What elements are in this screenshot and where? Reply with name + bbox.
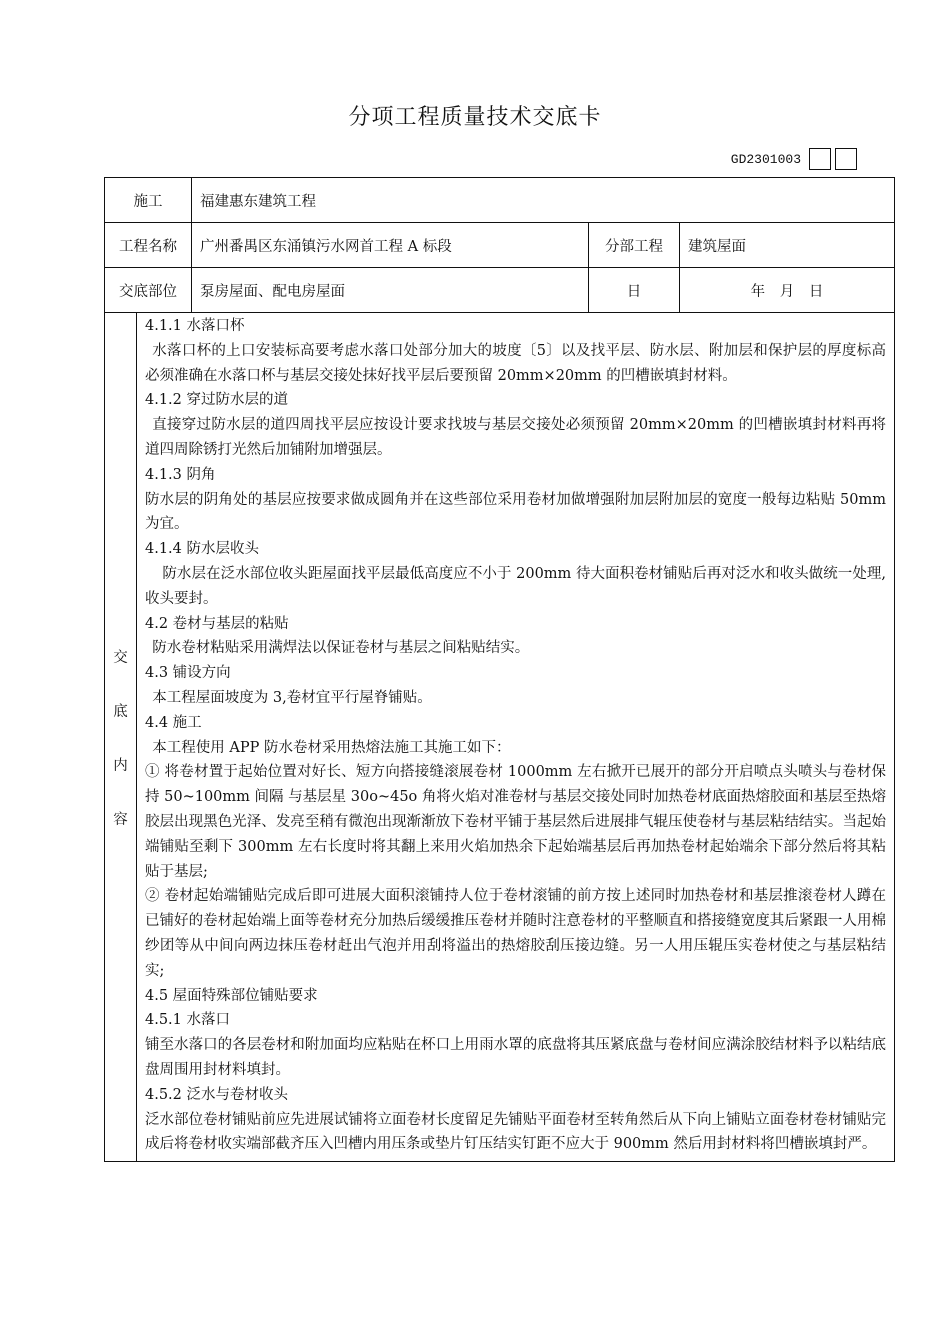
paragraph: ② 卷材起始端铺贴完成后即可进展大面积滚铺持人位于卷材滚铺的前方按上述同时加热卷材和基层推滚卷材人蹲在已铺好的卷材起始端上面等卷材充分加热后缓缓推压卷材并随时注意卷材的平整顺直和搭接缝宽度其后紧跟一人用棉纱团等从中间向两边抹压卷材赶出气泡并用刮将溢出的热熔胶刮压接边缝。另一人用压辊压实卷材使之与基层粘结实; — [145, 888, 887, 979]
section-heading: 4.1.4 防水层收头 — [145, 541, 260, 558]
paragraph: 泛水部位卷材铺贴前应先进展试铺将立面卷材长度留足先铺贴平面卷材至转角然后从下向上铺贴立面卷材卷材铺贴完成后将卷材收实端部截齐压入凹槽内用压条或垫片钉压结实钉距不应大于 900mm 然后用封材料将凹槽嵌填封严。 — [145, 1111, 887, 1153]
section-heading: 4.1.1 水落口杯 — [145, 318, 245, 334]
location-row — [105, 268, 895, 313]
section-heading: 4.4 施工 — [145, 714, 202, 731]
section-heading: 4.5 屋面特殊部位铺贴要求 — [145, 987, 318, 1004]
disclosure-content-label — [105, 313, 137, 1162]
paragraph: 防水层在泛水部位收头距屋面找平层最低高度应不小于 200mm 待大面积卷材铺贴后再对泛水和收头做统一处理,收头要封。 — [145, 565, 887, 607]
side-label-char: 交 — [113, 649, 128, 666]
location-value: 泵房屋面、配电房屋面 — [192, 268, 589, 313]
section-heading: 4.5.2 泛水与卷材收头 — [145, 1086, 289, 1103]
construction-label: 施工 — [105, 178, 192, 223]
paragraph: 水落口杯的上口安装标高要考虑水落口处部分加大的坡度〔5〕以及找平层、防水层、附加层和保护层的厚度标高必须准确在水落口杯与基层交接处抹好找平层后要预留 20mm×20mm 的凹槽嵌填封材料。 — [145, 342, 887, 384]
code-checkbox-1 — [809, 148, 831, 170]
paragraph: ① 将卷材置于起始位置对好长、短方向搭接缝滚展卷材 1000mm 左右掀开已展开的部分开启喷点头喷头与卷材保持 50~100mm 间隔 与基层星 30o~45o 角将火焰对准卷材与基层交接处同时加热卷材底面热熔胶面和基层至热熔胶层出现黑色光泽、发亮至稍有微泡出现渐渐放下卷材平铺于基层然后进展排气辊压使卷材与基层粘结结实。当起始端铺贴至剩下 300mm 左右长度时将其翻上来用火焰加热余下起始端基层后再加热卷材起始端余下部分然后将其粘贴于基层; — [145, 764, 887, 880]
side-label-char: 容 — [113, 811, 128, 828]
date-value: 年 月 日 — [680, 268, 895, 313]
content-row — [105, 313, 895, 1162]
project-row — [105, 223, 895, 268]
project-label: 工程名称 — [105, 223, 192, 268]
sub-project-value: 建筑屋面 — [680, 223, 895, 268]
paragraph: 本工程屋面坡度为 3,卷材宜平行屋脊铺贴。 — [152, 689, 432, 706]
location-label: 交底部位 — [105, 268, 192, 313]
paragraph: 防水层的阴角处的基层应按要求做成圆角并在这些部位采用卷材加做增强附加层附加层的宽度一般每边粘贴 50mm 为宜。 — [145, 491, 887, 533]
construction-row — [105, 178, 895, 223]
project-value: 广州番禺区东涌镇污水网首工程 A 标段 — [192, 223, 589, 268]
paragraph: 本工程使用 APP 防水卷材采用热熔法施工其施工如下： — [152, 739, 511, 756]
date-label: 日 — [589, 268, 680, 313]
paragraph: 防水卷材粘贴采用满焊法以保证卷材与基层之间粘贴结实。 — [152, 640, 530, 657]
disclosure-content — [137, 313, 895, 1162]
section-heading: 4.1.2 穿过防水层的道 — [145, 392, 289, 409]
construction-value: 福建惠东建筑工程 — [192, 178, 895, 223]
side-label-char: 内 — [113, 757, 128, 774]
paragraph: 直接穿过防水层的道四周找平层应按设计要求找坡与基层交接处必须预留 20mm×20mm 的凹槽嵌填封材料再将道四周除锈打光然后加铺附加增强层。 — [145, 417, 887, 458]
section-heading: 4.3 铺设方向 — [145, 665, 231, 682]
section-heading: 4.1.3 阴角 — [145, 466, 216, 483]
disclosure-card-table — [104, 177, 895, 1162]
code-checkbox-2 — [835, 148, 857, 170]
document-code-row — [731, 148, 857, 170]
section-heading: 4.5.1 水落口 — [145, 1012, 231, 1029]
side-label-char: 底 — [113, 703, 128, 720]
section-heading: 4.2 卷材与基层的粘贴 — [145, 615, 289, 632]
document-code: GD2301003 — [730, 151, 801, 167]
sub-project-label: 分部工程 — [589, 223, 680, 268]
paragraph: 铺至水落口的各层卷材和附加面均应粘贴在杯口上用雨水罩的底盘将其压紧底盘与卷材间应满涂胶结材料予以粘结底盘周围用封材料填封。 — [145, 1037, 887, 1078]
page-title: 分项工程质量技术交底卡 — [348, 105, 602, 130]
